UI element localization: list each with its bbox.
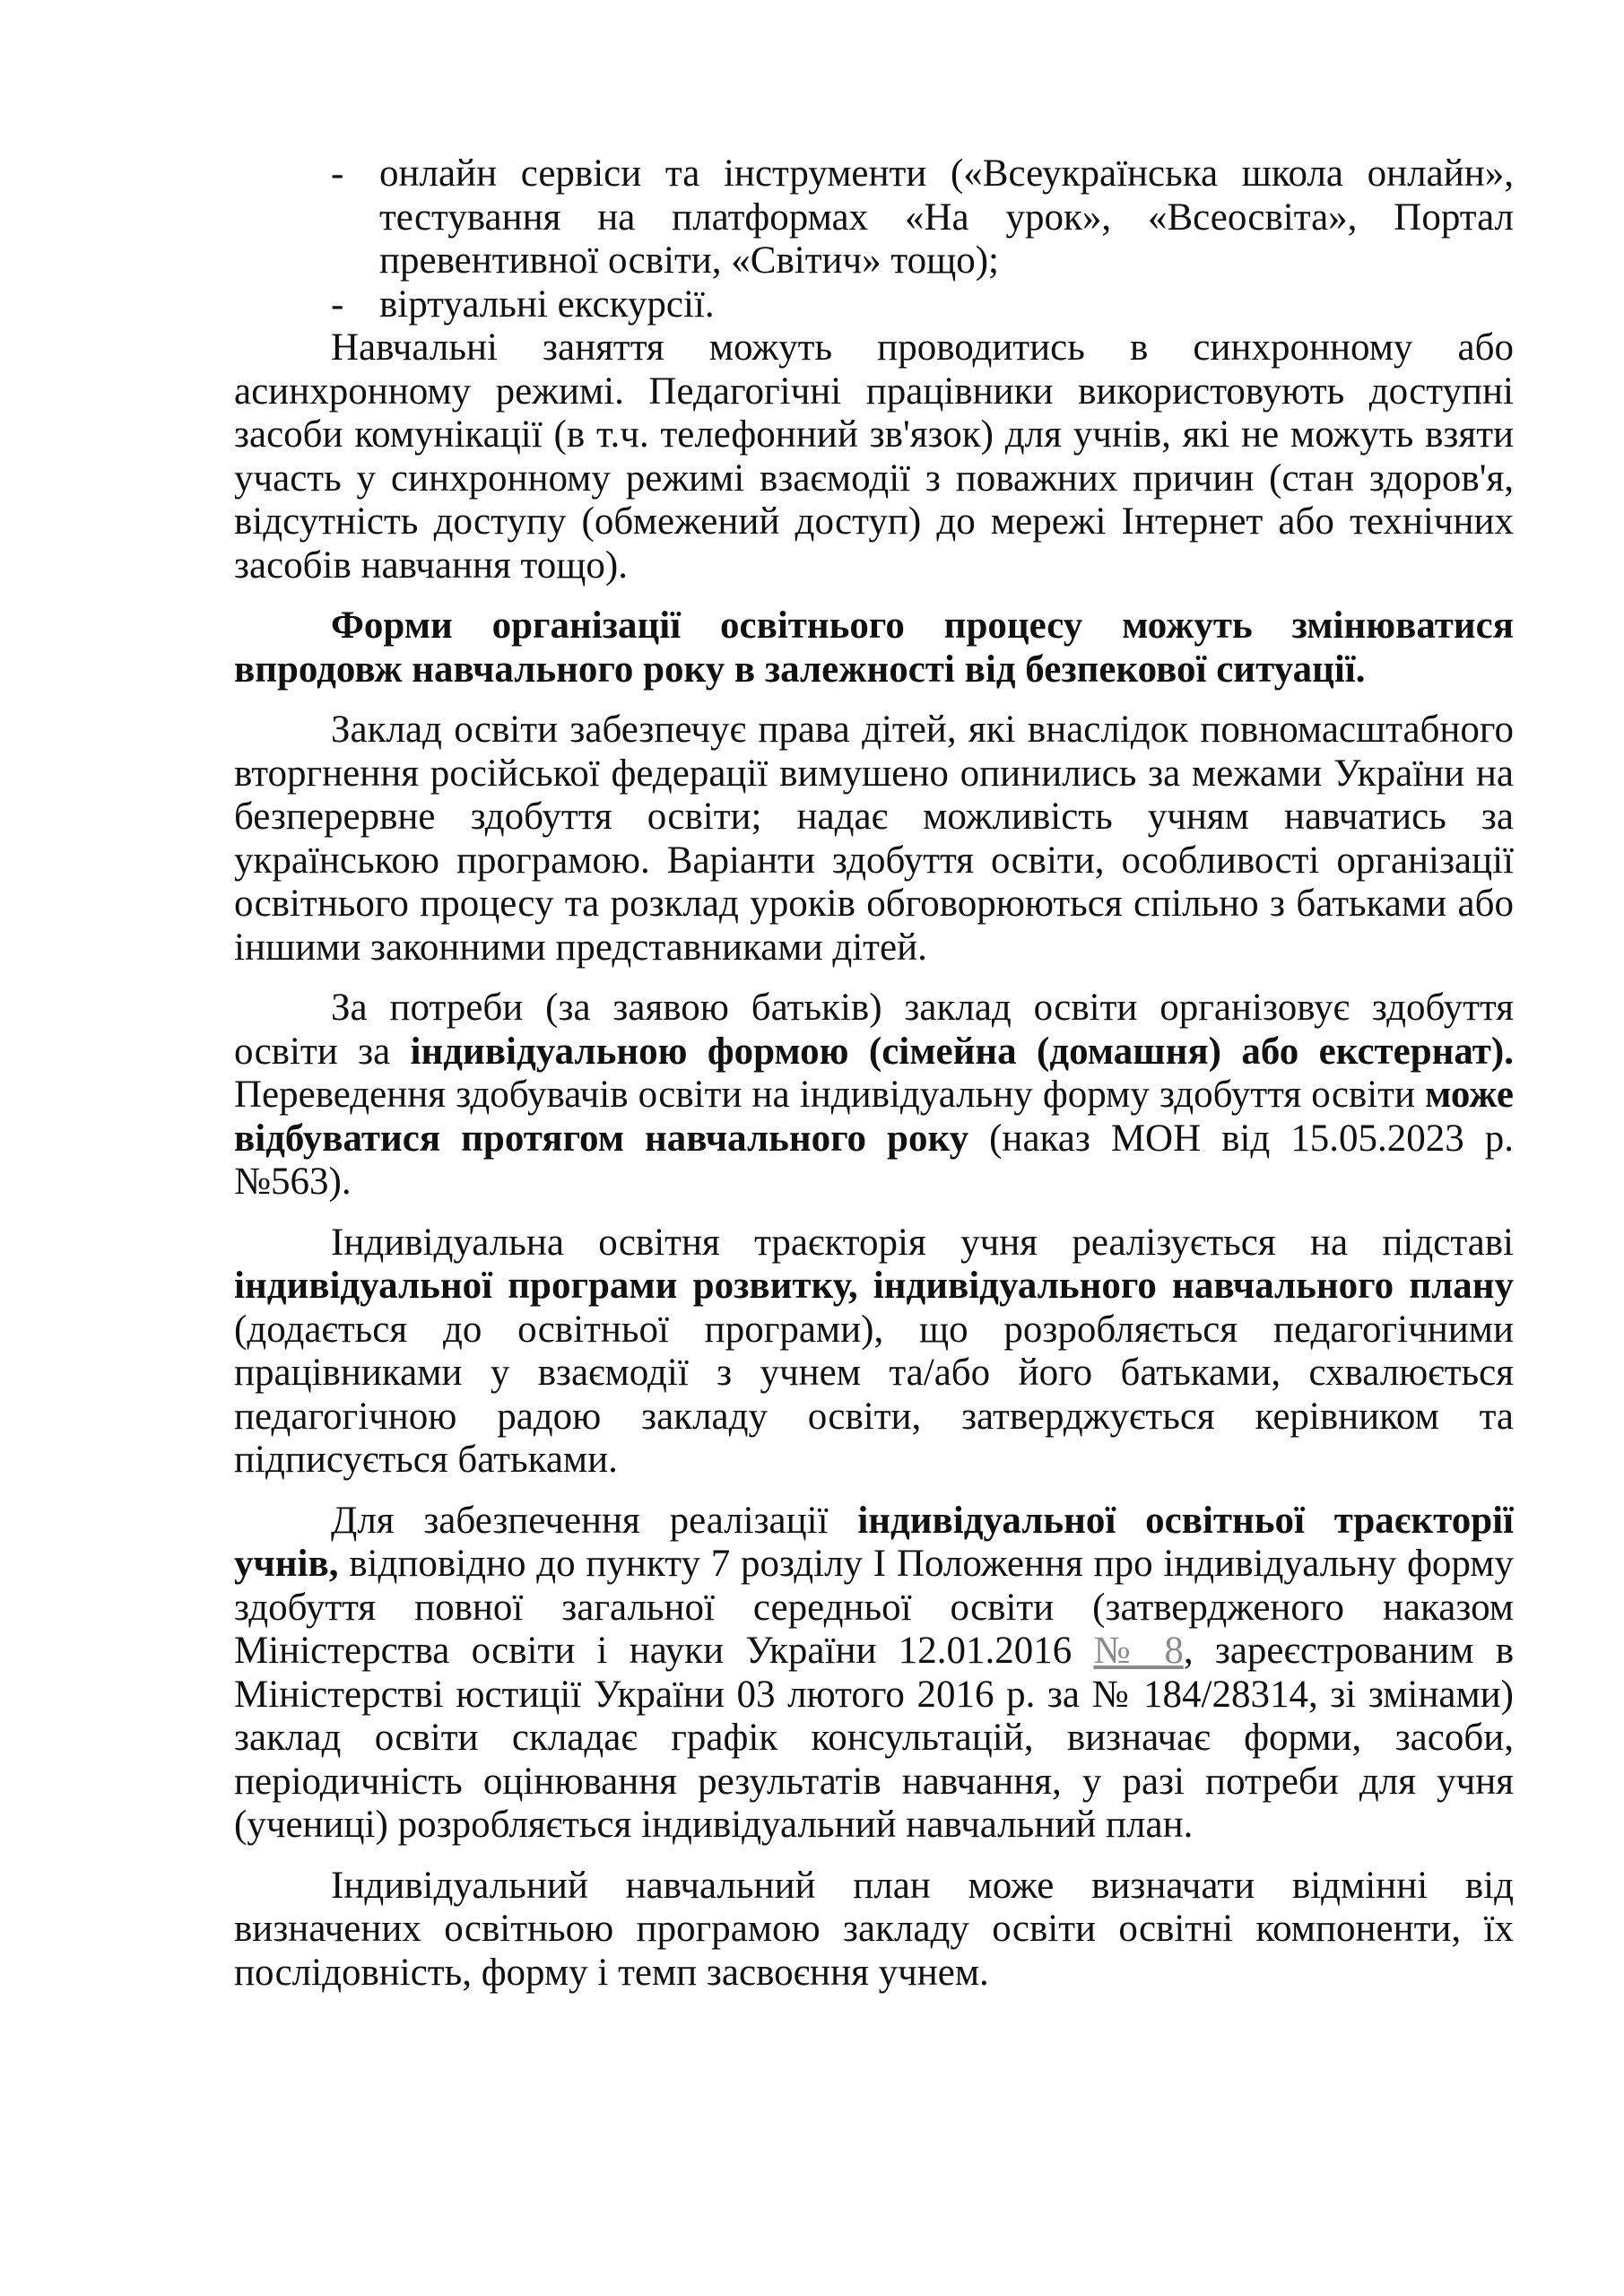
bullet-item-online-services — [234, 152, 1514, 283]
text-span: Для забезпечення реалізації — [331, 1499, 858, 1542]
bold-text: може відбуватися протягом навчального року — [234, 1074, 1514, 1160]
bullet-text: віртуальні екскурсії. — [379, 283, 715, 326]
text-span: (наказ МОН від 15.05.2023 р. №563). — [234, 1117, 1514, 1203]
bullet-text: онлайн сервіси та інструменти («Всеукраїнська школа онлайн», тестування на платформах «На урок», «Всеосвіта», Портал превентивної освіти, «Світич» тощо); — [379, 152, 1514, 282]
paragraph-individual-form — [234, 987, 1514, 1205]
bullet-list — [234, 152, 1514, 326]
text-span: Індивідуальна освітня траєкторія учня реалізується на підставі — [331, 1221, 1514, 1264]
text-span: , зареєстрованим в Міністерстві юстиції України 03 лютого 2016 р. за № 184/28314, зі змінами) заклад освіти складає графік консультацій, визначає форми, засоби, періодичність оцінювання результатів навчання, у разі потреби для учня (учениці) розробляється індивідуальний навчальний план. — [234, 1630, 1515, 1846]
paragraph-regulation — [234, 1500, 1514, 1848]
paragraph-forms-change — [234, 604, 1514, 691]
bold-text: індивідуальної освітньої траєкторії учнів, — [234, 1499, 1515, 1585]
text-span: Переведення здобувачів освіти на індивідуальну форму здобуття освіти — [234, 1074, 1426, 1116]
paragraph-sync-modes: Навчальні заняття можуть проводитись в синхронному або асинхронному режимі. Педагогічні працівники використовують доступні засоби комунікації (в т.ч. телефонний зв'язок) для учнів, які не можуть взяти участь у синхронному режимі взаємодії з поважних причин (стан здоров'я, відсутність доступу (обмежений доступ) до мережі Інтернет або технічних засобів навчання тощо). — [234, 326, 1514, 587]
order-number-link[interactable]: № 8 — [1093, 1630, 1184, 1672]
paragraph-individual-plan: Індивідуальний навчальний план може визначати відмінні від визначених освітньою програмою закладу освіти освітні компоненти, їх послідовність, форму і темп засвоєння учнем. — [234, 1864, 1514, 1994]
text-span: За потреби (за заявою батьків) заклад освіти організовує здобуття освіти за — [234, 987, 1514, 1073]
text-span: (додається до освітньої програми), що розробляється педагогічними працівниками у взаємодії з учнем та/або його батьками, схвалюється педагогічною радою закладу освіти, затверджується керівником та підписується батьками. — [234, 1308, 1514, 1481]
bold-text: індивідуальної програми розвитку, індивідуального навчального плану — [234, 1265, 1514, 1307]
bullet-dash: - — [331, 283, 344, 326]
text-span: відповідно до пункту 7 розділу I Положення про індивідуальну форму здобуття повної загальної середньої освіти (затвердженого наказом Міністерства освіти і науки України 12.01.2016 — [234, 1543, 1514, 1672]
bold-text: індивідуальною формою (сімейна (домашня) або екстернат). — [410, 1030, 1515, 1073]
document-body — [234, 152, 1514, 1995]
bullet-dash: - — [331, 152, 344, 195]
bullet-item-virtual-tours — [234, 283, 1514, 327]
paragraph-individual-trajectory — [234, 1222, 1514, 1483]
bold-text: Форми організації освітнього процесу можуть змінюватися впродовж навчального року в залежності від безпекової ситуації. — [234, 604, 1514, 691]
paragraph-children-abroad: Заклад освіти забезпечує права дітей, які внаслідок повномасштабного вторгнення російської федерації вимушено опинились за межами України на безперервне здобуття освіти; надає можливість учням навчатись за українською програмою. Варіанти здобуття освіти, особливості організації освітнього процесу та розклад уроків обговорюються спільно з батьками або іншими законними представниками дітей. — [234, 709, 1514, 969]
